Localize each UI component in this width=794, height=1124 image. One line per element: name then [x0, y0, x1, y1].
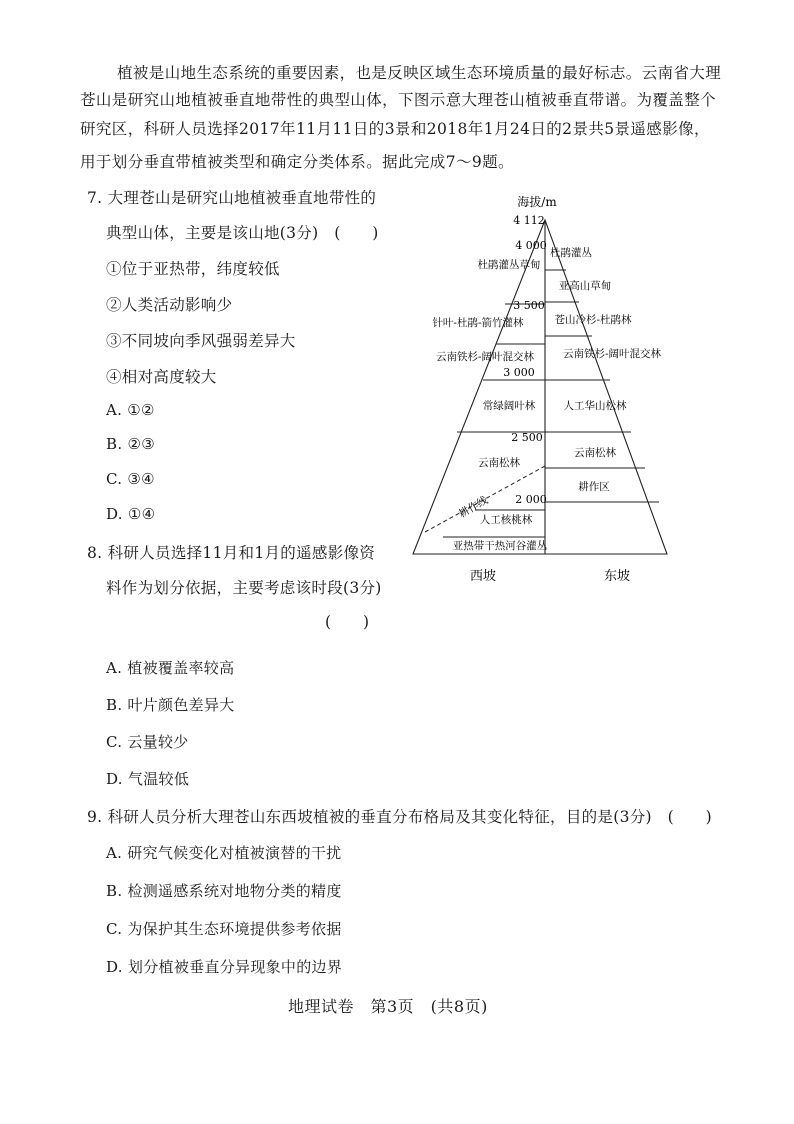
q8-stem-line-1: 8. 科研人员选择11月和1月的遥感影像资	[87, 544, 376, 562]
intro-line-1: 植被是山地生态系统的重要因素，也是反映区域生态环境质量的最好标志。云南省大理	[117, 64, 722, 82]
west-zone-label: 杜鹃灌丛草甸	[477, 259, 541, 271]
elevation-4000: 4 000	[515, 239, 547, 252]
q7-option-b[interactable]: B. ②③	[106, 435, 155, 453]
west-zone-label: 常绿阔叶林	[482, 400, 536, 412]
intro-line-3: 研究区，科研人员选择2017年11月11日的3景和2018年1月24日的2景共5景遥感影像，	[80, 120, 710, 138]
east-zone-label: 亚高山草甸	[558, 280, 612, 292]
elevation-3000: 3 000	[503, 366, 535, 379]
q8-option-d[interactable]: D. 气温较低	[106, 770, 190, 788]
q9-option-b[interactable]: B. 检测遥感系统对地物分类的精度	[106, 882, 342, 900]
west-slope-label: 西坡	[469, 569, 497, 584]
east-zone-label: 云南松林	[574, 447, 616, 459]
q7-stem-line-2: 典型山体，主要是该山地(3分) ( )	[106, 224, 379, 242]
q7-statement-4: ④相对高度较大	[106, 368, 217, 386]
elevation-4112: 4 112	[513, 214, 545, 227]
q8-option-c[interactable]: C. 云量较少	[106, 733, 189, 751]
q7-option-c[interactable]: C. ③④	[106, 470, 155, 488]
q7-option-d[interactable]: D. ①④	[106, 505, 156, 523]
q8-option-b[interactable]: B. 叶片颜色差异大	[106, 696, 235, 714]
q7-statement-3: ③不同坡向季风强弱差异大	[106, 332, 296, 350]
page-footer: 地理试卷 第3页 (共8页)	[288, 997, 488, 1016]
west-zone-label: 云南松林	[478, 457, 520, 469]
q8-option-a[interactable]: A. 植被覆盖率较高	[106, 659, 235, 677]
elevation-2000: 2 000	[515, 493, 547, 506]
west-zone-label: 云南铁杉-阔叶混交林	[435, 351, 535, 363]
east-slope-label: 东坡	[603, 569, 631, 584]
q7-stem-line-1: 7. 大理苍山是研究山地植被垂直地带性的	[87, 189, 377, 207]
elevation-2500: 2 500	[511, 431, 543, 444]
axis-title: 海拔/m	[517, 195, 557, 209]
east-zone-label: 耕作区	[578, 481, 610, 493]
east-zone-label: 人工华山松林	[563, 400, 627, 412]
west-zone-label: 亚热带干热河谷灌丛	[452, 540, 548, 552]
q9-stem: 9. 科研人员分析大理苍山东西坡植被的垂直分布格局及其变化特征，目的是(3分) ( )	[87, 808, 712, 826]
vegetation-zonation-diagram	[405, 192, 695, 590]
west-zone-label: 针叶-杜鹃-箭竹灌林	[432, 317, 524, 329]
east-zone-label: 云南铁杉-阔叶混交林	[562, 348, 662, 360]
q9-option-c[interactable]: C. 为保护其生态环境提供参考依据	[106, 920, 342, 938]
q9-option-d[interactable]: D. 划分植被垂直分异现象中的边界	[106, 958, 343, 976]
q7-statement-1: ①位于亚热带，纬度较低	[106, 260, 280, 278]
east-zone-label: 杜鹃灌丛	[550, 247, 592, 259]
q9-option-a[interactable]: A. 研究气候变化对植被演替的干扰	[106, 844, 342, 862]
q8-stem-line-2: 料作为划分依据，主要考虑该时段(3分)	[106, 579, 382, 597]
q8-answer-bracket: ( )	[325, 613, 370, 631]
intro-line-4: 用于划分垂直带植被类型和确定分类体系。据此完成7～9题。	[80, 153, 514, 171]
q7-statement-2: ②人类活动影响少	[106, 296, 233, 314]
west-zone-label: 人工核桃林	[479, 514, 533, 526]
cultivation-line-label: 耕作线	[456, 494, 491, 521]
intro-line-2: 苍山是研究山地植被垂直地带性的典型山体，下图示意大理苍山植被垂直带谱。为覆盖整个	[80, 91, 717, 109]
elevation-3500: 3 500	[513, 299, 545, 312]
q7-option-a[interactable]: A. ①②	[106, 401, 155, 419]
east-zone-label: 苍山冷杉-杜鹃林	[554, 314, 632, 326]
